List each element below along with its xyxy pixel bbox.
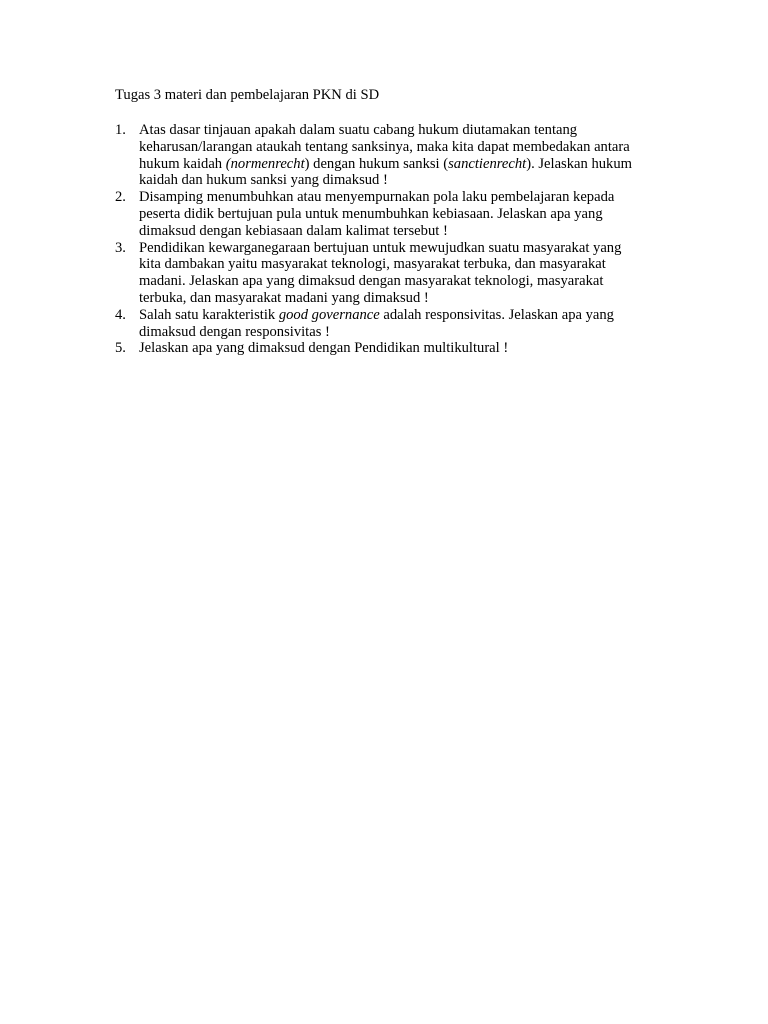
question-line [139, 189, 675, 206]
text-run: kita dambakan yaitu masyarakat teknologi, masyarakat terbuka, dan masyarakat [139, 256, 606, 273]
question-line [139, 290, 675, 307]
question-line [139, 240, 675, 257]
question-number: 5. [115, 340, 126, 357]
text-run: peserta didik bertujuan pula untuk menumbuhkan kebiasaan. Jelaskan apa yang [139, 205, 603, 222]
text-run: madani. Jelaskan apa yang dimaksud dengan masyarakat teknologi, masyarakat [139, 273, 604, 290]
question-item-1 [115, 122, 675, 189]
text-run: Pendidikan kewarganegaraan bertujuan untuk mewujudkan suatu masyarakat yang [139, 239, 622, 256]
question-line [139, 156, 675, 173]
italic-term: (normenrecht [225, 155, 305, 172]
question-line [139, 139, 675, 156]
question-item-4 [115, 307, 675, 341]
text-run: Atas dasar tinjauan apakah dalam suatu cabang hukum diutamakan tentang [139, 122, 578, 138]
text-run: kaidah dan hukum sanksi yang dimaksud ! [139, 172, 388, 189]
document-title: Tugas 3 materi dan pembelajaran PKN di SD [115, 87, 380, 103]
question-line [139, 122, 675, 139]
italic-term: sanctienrecht [448, 155, 527, 172]
text-run: dimaksud dengan kebiasaan dalam kalimat tersebut ! [139, 222, 448, 239]
text-run: adalah responsivitas. Jelaskan apa yang [379, 306, 614, 323]
text-run: Disamping menumbuhkan atau menyempurnakan pola laku pembelajaran kepada [139, 189, 615, 206]
question-line [139, 307, 675, 324]
question-line [139, 340, 675, 357]
question-line [139, 324, 675, 341]
text-run: ). Jelaskan hukum [526, 155, 632, 172]
question-item-5 [115, 340, 675, 357]
question-list [115, 122, 675, 357]
question-line [139, 273, 675, 290]
question-line [139, 206, 675, 223]
question-number: 4. [115, 306, 126, 323]
text-run: ) dengan hukum sanksi ( [304, 155, 449, 172]
italic-term: good governance [278, 306, 380, 323]
question-number: 2. [115, 189, 126, 206]
text-run: terbuka, dan masyarakat madani yang dimaksud ! [139, 289, 429, 306]
question-number: 1. [115, 122, 126, 138]
text-run: dimaksud dengan responsivitas ! [139, 323, 330, 340]
question-line [139, 223, 675, 240]
text-run: hukum kaidah [139, 155, 226, 172]
question-item-2 [115, 189, 675, 239]
question-number: 3. [115, 239, 126, 256]
text-run: Jelaskan apa yang dimaksud dengan Pendidikan multikultural ! [139, 340, 509, 357]
text-run: keharusan/larangan ataukah tentang sanksinya, maka kita dapat membedakan antara [139, 138, 630, 155]
question-line [139, 172, 675, 189]
text-run: Salah satu karakteristik [139, 306, 279, 323]
question-line [139, 256, 675, 273]
question-item-3 [115, 240, 675, 307]
